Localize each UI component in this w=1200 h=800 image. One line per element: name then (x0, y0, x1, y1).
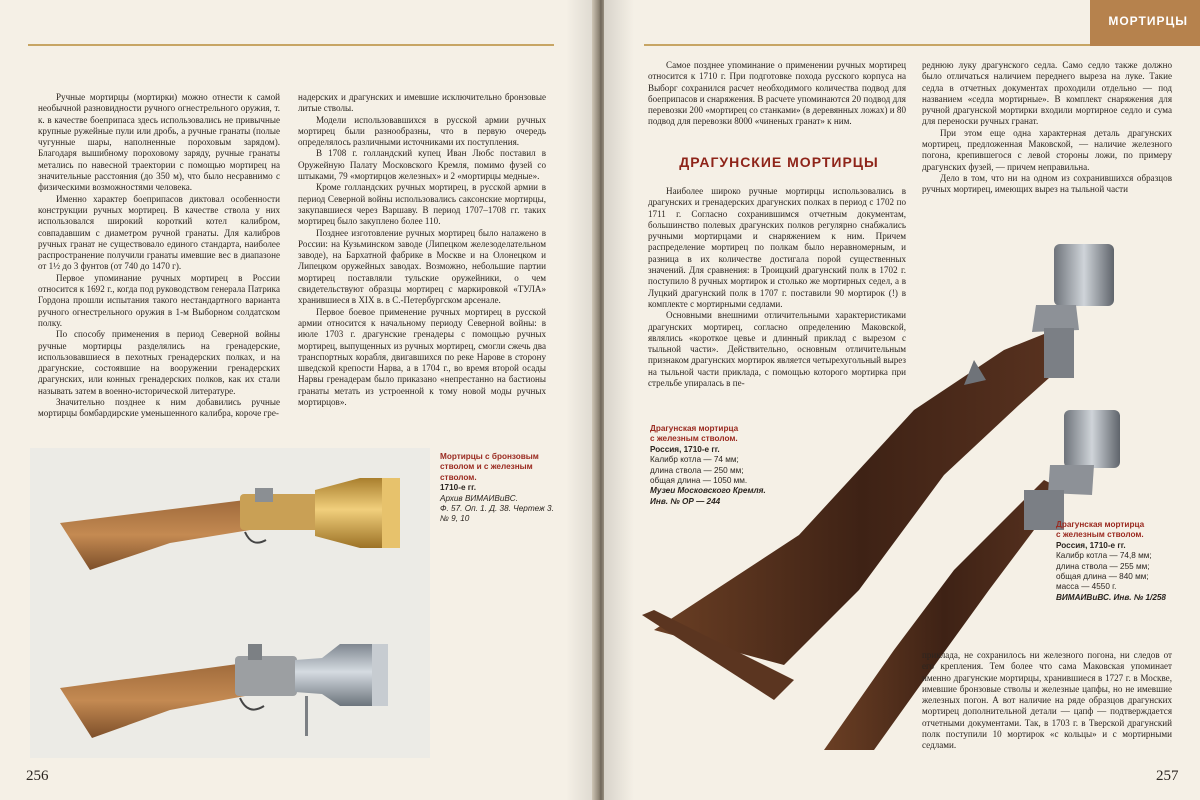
caption-inventory: Инв. № ОР — 244 (650, 496, 721, 506)
caption-museum: ВИМАИВиВС. Инв. № 1/258 (1056, 592, 1166, 602)
section-heading: ДРАГУНСКИЕ МОРТИРЦЫ (679, 154, 879, 170)
paragraph: Кроме голландских ручных мортирец, в русской армии в период Северной войны использовались саксонские мортирцы, закупавшиеся через Варшаву. В период 1707–1708 гг. таких мортирец было закуплено более 110. (298, 182, 546, 227)
header-rule (28, 44, 554, 46)
right-column-1-top (648, 60, 906, 128)
left-column-1 (38, 92, 280, 420)
page-number-left: 256 (26, 768, 49, 784)
left-column-2 (298, 92, 546, 408)
caption-title: Драгунская мортирца (1056, 520, 1145, 529)
paragraph: Первое боевое применение ручных мортирец в русской армии относится к начальному периоду Северной войны: в июле 1703 г. драгунские гренадеры с помощью ручных мортирец, выпущенных из ручных мортирец, смогли сжечь два транспортных корабля, двигавшихся по реке Нарове в сторону шведской крепости Нарва, а в 1704 г., во время второй осады Нарвы гренадерам было приказано «непрестанно на бастионы гранаты метать из устроенной к тому новой моды ручных мортирцов». (298, 306, 546, 408)
paragraph: В 1708 г. голландский купец Иван Любс поставил в Оружейную Палату Московского Кремля, помимо фузей со штыками, 79 «мортирцов железных» и 2 «мортирцы медные». (298, 148, 546, 182)
paragraph: По способу применения в период Северной войны ручные мортирцы разделялись на гренадерские, использовавшиеся в пехотных гренадерских полках, и на драгунские, состоявшие на вооружении гренадерских драгунских, или конных гренадерских полков, как их стали называть затем в военно-исторической литературе. (38, 329, 280, 396)
caption-spec: Калибр котла — 74 мм; (650, 455, 739, 465)
paragraph: Значительно позднее к ним добавились ручные мортирцы бомбардирские уменьшенного калибра, короче гре- (38, 397, 280, 419)
right-page (604, 0, 1200, 800)
caption-ref: Ф. 57. Оп. 1. Д. 38. Чертеж 3. (440, 504, 554, 514)
caption-date: Россия, 1710-е гг. (1056, 540, 1126, 550)
paragraph: надерских и драгунских и имевшие исключительно бронзовые литые стволы. (298, 92, 546, 114)
mortar-drawings-plate (30, 448, 430, 758)
paragraph: Дело в том, что ни на одном из сохранившихся образцов ручных мортирец, имеющих вырез на тыльной части (922, 172, 1172, 195)
caption-nums: № 9, 10 (440, 514, 470, 524)
caption-spec: длина ствола — 255 мм; (1056, 561, 1150, 571)
caption-title: Драгунская мортирца (650, 424, 739, 433)
caption-title: Мортирцы с бронзовым стволом и с железным стволом. (440, 452, 539, 482)
paragraph: реднюю луку драгунского седла. Само седло также должно было отличаться наличием переднего выреза на луке. Такие седла в отчетных документах проходили отдельно — под названием «седла мортирные». В комплект снаряжения для ручной драгунской мортирки входили мортирное седло и сума для переноски ручных гранат. (922, 60, 1172, 127)
caption-date: 1710-е гг. (440, 483, 477, 493)
left-page (0, 0, 596, 800)
page-number-right: 257 (1156, 768, 1179, 784)
caption-title: с железным стволом. (1056, 530, 1144, 540)
caption-spec: длина ствола — 250 мм; (650, 465, 744, 475)
caption-source: Архив ВИМАИВиВС. (440, 493, 518, 503)
caption-spec: общая длина — 840 мм; (1056, 572, 1149, 582)
caption-spec: масса — 4550 г. (1056, 582, 1117, 592)
paragraph: Первое упоминание ручных мортирец в России относится к 1692 г., когда под руководством генерала Патрика Гордона прошли испытания такого нестандартного варианта ручного огнестрельного оружия в 1-м Выборном солдатском полку. (38, 272, 280, 328)
right-figure-caption-1 (650, 424, 790, 507)
left-figure-caption (440, 452, 570, 525)
paragraph: Именно характер боеприпасов диктовал особенности конструкции ручных мортирец. В качестве ствола у них использовался широкий короткий котел калибром, совпадавшим с диаметром ручной гранаты. Для калибров ручных гранат не существовало единого стандарта, наиболее распространение получили гранаты имевшие вес в диапазоне от 1½ до 3 фунтов (от 740 до 1470 г). (38, 193, 280, 272)
caption-spec: общая длина — 1050 мм. (650, 476, 748, 486)
paragraph: Ручные мортирцы (мортирки) можно отнести к самой необычной разновидности ручного огнестрельного оружия, т. к. в качестве боеприпаса здесь использовались не привычные крупные ружейные пули или дробь, а ручные гранаты (полые чугунные шары, наполненные пороховым зарядом). Благодаря вышибному пороховому заряду, ручные гранаты метались по навесной траектории с помощью мортирец на значительные расстояния (до 350 м), что было несравнимо с физическими возможностями человека. (38, 92, 280, 193)
paragraph: Позднее изготовление ручных мортирец было налажено в России: на Кузьминском заводе (Липецком железоделательном заводе), на Бархатной фабрике в Москве и на Олонецком и Липецком оружейных заводах. Возможно, небольшие партии мортирец поставляли тульские оружейники, о чем свидетельствуют образцы мортирец с маркировкой «ТУЛА» хранившиеся в XIX в. в С.-Петербургском арсенале. (298, 227, 546, 306)
running-header (1090, 0, 1200, 46)
paragraph: При этом еще одна характерная деталь драгунских мортирец, предложенная Маковской, — наличие железного погона, крепившегося с левой стороны ложи, по примеру драгунских фузей, — причем неправильна. (922, 127, 1172, 172)
paragraph: приклада, не сохранилось ни железного погона, ни следов от его крепления. Тем более что сама Маковская упоминает именно драгунские мортирцы, хранившиеся в 1727 г. в Москве, имевшие бронзовые стволы и железные цапфы, но не имевшие железных погон. А вот наличие на ряде образцов драгунских мортирец дополнительной детали — цапф — подтверждается отчетными документами. Так, в 1703 г. в Тверской драгунский полк поступили 10 мортирок «с кольцы» и с мортирными седлами. (922, 650, 1172, 751)
right-column-2-bottom (922, 650, 1172, 752)
right-column-2-top (922, 60, 1172, 196)
right-figure-caption-2 (1056, 520, 1186, 603)
running-header-title: МОРТИРЦЫ (1108, 14, 1188, 28)
caption-spec: Калибр котла — 74,8 мм; (1056, 551, 1152, 561)
caption-date: Россия, 1710-е гг. (650, 444, 720, 454)
paragraph: Самое позднее упоминание о применении ручных мортирец относится к 1710 г. При подготовке похода русского корпуса на Выборг сохранился расчет необходимого количества подвод для боеприпасов и снаряжения. В расчете упоминаются 20 подвод для перевозки 200 «мортирец со станками» (в деревянных ложах) и 80 подвод для перевозки 8000 «чиненых гранат» к ним. (648, 60, 906, 127)
paragraph: Наиболее широко ручные мортирцы использовались в драгунских и гренадерских драгунских полках в период с 1702 по 1711 г. Согласно сохранившимся отчетным документам, большинство полевых драгунских полков регулярно снабжались ручными мортирцами и снаряжением к ним. Причем распределение мортирец по полкам было неравномерным, и разница в их количестве достигала порой существенных значений. Для сравнения: в Троицкий драгунский полк в 1702 г. поступило 8 ручных мортирок и столько же мортирных седел, а в Луцкий драгунский полк в 1707 г. поставили 90 мортирок (!) в комплекте с мортирными седлами. (648, 186, 906, 309)
caption-museum: Музеи Московского Кремля. (650, 486, 766, 496)
caption-title: с железным стволом. (650, 434, 738, 444)
paragraph: Основными внешними отличительными характеристиками драгунских мортирец, согласно определению Маковской, являлись «короткое цевье и длинный приклад с вырезом с тыльной части». Действительно, основным отличительным признаком драгунских мортирок является четырехугольный вырез на тыльной части приклада, с помощью которого мортирка при стрельбе упиралась в пе- (648, 310, 906, 389)
paragraph: Модели использовавшихся в русской армии ручных мортирец были разнообразны, что в первую очередь определялось различными источниками их поступления. (298, 114, 546, 148)
mortar-drawings-image (30, 448, 430, 758)
